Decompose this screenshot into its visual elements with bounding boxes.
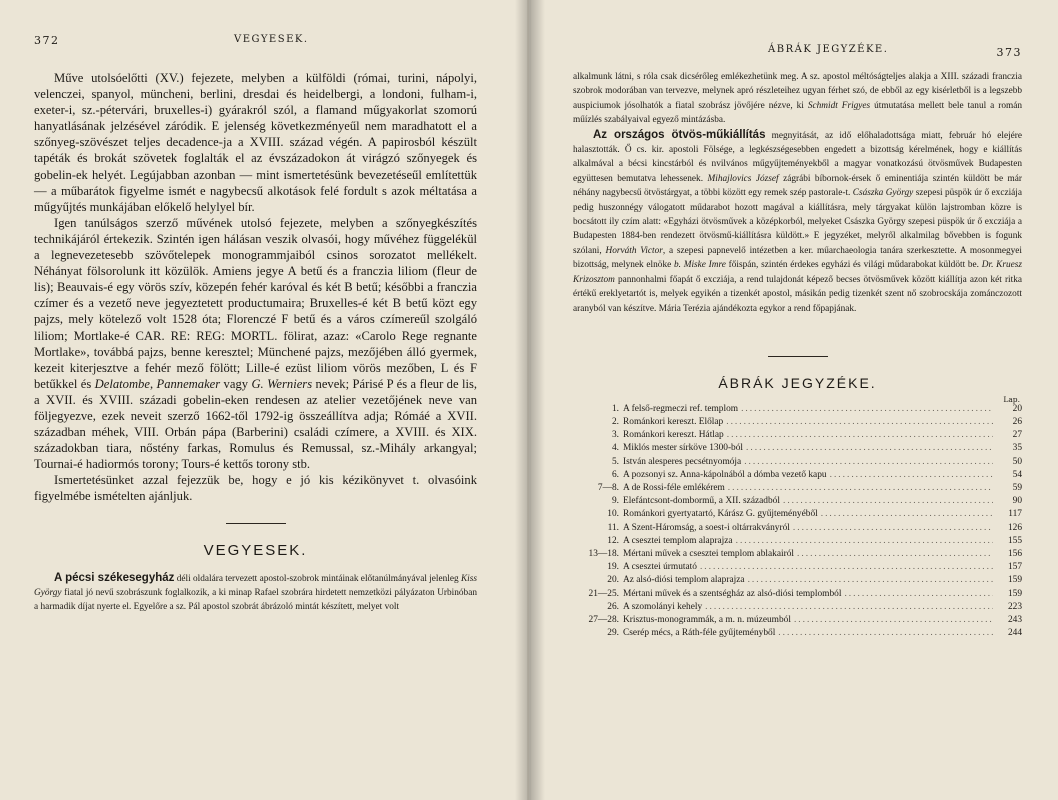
section-text-1: déli oldalára tervezett apostol-szobrok mintáinak előtanúlmányával jelenleg	[174, 573, 461, 584]
toc-entry-leader	[748, 575, 993, 585]
toc-entry	[573, 417, 1022, 430]
toc-entry	[573, 457, 1022, 470]
toc-entry-page: 243	[1007, 614, 1022, 625]
italic-name-delatombe: Delatombe	[94, 376, 150, 391]
toc-entry-page: 20	[1012, 403, 1022, 414]
left-page	[0, 0, 527, 800]
toc-entry-leader	[741, 404, 993, 414]
toc-entry-leader	[783, 496, 993, 506]
toc-entry-leader	[794, 615, 993, 625]
toc-entry-leader	[778, 628, 993, 638]
toc-entry-page: 157	[1007, 562, 1022, 573]
right-p2-name-1: Mihajlovics József	[707, 173, 779, 184]
toc-entry-page: 35	[1012, 443, 1022, 454]
right-p2-text-6: pannonhalmi főapát ő excziája, a rend tulajdonát képező becses ötvösművek között kiállítja azon két ritka értékű ereklyetartót is, melyek egyikén a tizenkét apostol, másikán pedig tizenkét szent nő szobrocskája zománczozott aranyból van készítve. Mária Terézia ajándékozta egykor a rend főpapjának.	[573, 274, 1022, 314]
right-p1-text-1: alkalmunk látni, s róla csak dicsérőleg emlékezhetünk meg. A sz. apostol méltóságteljes alakja a XIII. századi franczia szobrok modorában van tervezve, melynek apró részleteihez ugyan férhet szó, de ebből az egy kisérletből is a legszebb auspiciumok jósolhatók a fiatal szobrász jövőjére nézve, ki	[573, 72, 1022, 111]
toc-entry-number: 19.	[607, 562, 619, 573]
right-p2-name-5: Dr. Kruesz Krizosztom	[573, 260, 1023, 285]
toc-entry-number: 26.	[607, 601, 619, 612]
section-paragraph	[34, 571, 477, 615]
toc-entry-leader	[705, 602, 993, 612]
toc-entry-label: A felső-regmeczi ref. templom	[623, 403, 739, 414]
toc-entry-leader	[830, 470, 993, 480]
section-name: Kiss György	[34, 573, 478, 598]
toc-entry-leader	[797, 549, 993, 559]
toc-entry-page: 155	[1007, 535, 1022, 546]
italic-name-pannemaker: Pannemaker	[156, 376, 221, 391]
toc-entry-label: A pozsonyi sz. Anna-kápolnából a dómba vezető kapu	[623, 469, 827, 480]
right-p2-text-2: zágrábi bíbornok-érsek ő eminentiája szintén küldött be már néhány nagybecsű ötvöstárgyat, a többi között egy remek szép pastorale-t.	[573, 173, 1022, 199]
toc-entry-label: István alesperes pecsétnyomója	[623, 456, 742, 467]
toc-entry-leader	[746, 443, 993, 453]
toc-entry-page: 159	[1007, 588, 1022, 599]
toc-entry	[573, 523, 1022, 536]
toc-entry-page: 90	[1012, 496, 1022, 507]
toc-entry-number: 1.	[611, 403, 619, 414]
toc-entry	[573, 562, 1022, 575]
right-p2-name-2: Császka György	[852, 188, 914, 199]
book-gutter-shadow	[515, 0, 545, 800]
right-paragraph-2	[573, 128, 1022, 316]
right-p1-text-2: útmutatása mellett bele tanul a román műízlés szabályaival egyező mintázásba.	[573, 100, 1022, 126]
right-p2-name-4: b. Miske Imre	[673, 260, 726, 271]
right-p2-text-1: megnyitását, az idő előhaladottsága miatt, február hó elejére halasztották. Ő cs. kir. apostoli Fölsége, a legkészségesebben engedett a bizottság kérelmének, hogy e kiállítás alkalmával a bécsi kincstárból és nvilvános műgyűjteményekből a magyar vonatkozású ötvösművek Budapesten együttesen bemutatva lehessenek.	[573, 130, 1023, 184]
toc-entry-leader	[727, 430, 993, 440]
toc-entry-number: 13—18.	[588, 548, 619, 559]
toc-entry	[573, 483, 1022, 496]
toc-entry-page: 26	[1012, 417, 1022, 428]
toc-entry-label: Mértani művek és a szentségház az alsó-diósi templomból	[623, 588, 842, 599]
toc-lap-label: Lap.	[1003, 394, 1020, 404]
section-lead: A pécsi székesegyház	[54, 571, 175, 584]
toc-list	[573, 404, 1022, 641]
right-p2-name-3: Horváth Victor	[605, 245, 663, 256]
toc-entry-leader	[728, 483, 993, 493]
toc-entry-number: 27—28.	[588, 614, 619, 625]
toc-entry-page: 59	[1012, 483, 1022, 494]
toc-entry-number: 2.	[611, 417, 619, 428]
toc-entry-number: 6.	[611, 469, 619, 480]
left-running-title: VEGYESEK.	[234, 34, 309, 45]
toc-entry-page: 117	[1008, 509, 1022, 520]
toc-entry-label: Románkori kereszt. Hátlap	[623, 430, 724, 441]
toc-entry-number: 7—8.	[597, 483, 619, 494]
toc-title: ÁBRÁK JEGYZÉKE.	[718, 374, 877, 391]
toc-entry-page: 156	[1007, 548, 1022, 559]
right-p2-text-5: főispán, szintén érdekes egyházi és világi műdarabokat küldött be.	[725, 260, 982, 271]
toc-entry-label: A csesztei templom alaprajza	[623, 535, 733, 546]
toc-entry-leader	[844, 589, 993, 599]
left-page-number: 372	[34, 34, 60, 47]
right-paragraph-1	[573, 70, 1022, 128]
toc-entry-label: Cserép mécs, a Ráth-féle gyűjteményből	[623, 628, 776, 639]
toc-entry	[573, 404, 1022, 417]
toc-entry	[573, 589, 1022, 602]
toc-entry-number: 3.	[611, 430, 619, 441]
toc-entry	[573, 549, 1022, 562]
toc-entry-label: Románkori gyertyatartó, Kárász G. gyűjteményéből	[623, 509, 818, 520]
right-p2-text-3: szepesi püspök úr ő excziája pedig huszonnégy válogatott műdarabot hozott magával a kiállításra, mely tárgyakat külön lajstromban közre is bocsátott ily czím alatt: «Egyházi ötvösművek a középkorból, melyeket Császka György szepesi püspök úr ő excziája a Budapesten 1884-ben rendezett ötvösmű-kiállításra küldött.» E jegyzéket, melyről alkalmilag bővebben is fogunk szólani,	[573, 188, 1022, 256]
toc-entry-leader	[736, 536, 993, 546]
right-page	[529, 0, 1058, 800]
left-running-head	[34, 34, 477, 50]
toc-entry-label: Miklós mester sírköve 1300-ból	[623, 443, 744, 454]
italic-name-werniers: G. Werniers	[251, 376, 313, 391]
right-running-head	[573, 44, 1022, 60]
toc-entry-page: 27	[1012, 430, 1022, 441]
toc-entry-number: 29.	[607, 628, 619, 639]
toc-entry	[573, 628, 1022, 641]
toc-entry-page: 159	[1007, 575, 1022, 586]
toc-entry-page: 54	[1012, 469, 1022, 480]
toc-entry-leader	[821, 509, 993, 519]
section-title-vegyesek: VEGYESEK.	[203, 541, 308, 559]
toc-entry	[573, 443, 1022, 456]
toc-entry	[573, 509, 1022, 522]
toc-entry-leader	[726, 417, 993, 427]
right-p1-name: Schmidt Frigyes	[807, 100, 871, 111]
toc-entry-label: A szomolányi kehely	[623, 601, 703, 612]
italic-joiner-comma: ,	[149, 376, 157, 391]
toc-entry	[573, 496, 1022, 509]
toc-entry	[573, 615, 1022, 628]
toc-entry-number: 21—25.	[588, 588, 619, 599]
toc-entry-number: 4.	[611, 443, 619, 454]
left-paragraph-2-continued: nevek; Párisé P és a fleur de lis, a XVII. és XVIII. századi gobelin-eken rendesen az atelier vezetőjének neve van följegyezve, ezek neveit szerző 1662-től 1792-ig összeállítva adja; Rómáé a XVII. században méhek, VIII. Orbán pápa (Barberini) családi czímere, a XVIII. és XIX. századokban tiara, nőstény farkas, Romulus és Remussal, sz.-Mihály arkangyal; Tournai-é hadiormós torony; Tours-é kettős torony stb.	[34, 376, 478, 472]
toc-entry-number: 12.	[607, 535, 619, 546]
toc-entry-number: 11.	[607, 522, 619, 533]
left-paragraph-1: Műve utolsóelőtti (XV.) fejezete, melyben a külföldi (római, turini, nápolyi, velenczei, spanyol, müncheni, berlini, dresdai és heidelbergi, a londoni, fulham-i, exeter-i, sz.-pétervári, bruxelles-i) gyárakról szól, a flamand műgyakorlat szomorú hanyatlásának jelzésével záródik. E jelenség következményeűl nem maradhatott el a szőnyeg-szövészet teljes decadence-ja a XVIII. század végén. A papirosból készült tapéták és brokát szövetek foglalták el az évszázadokon át virágzó szőnyegek és gobelin-ek helyét. Legújabban azonban — mint ismertetésünk bevezetéseűl említettük — a műbarátok figyelme ismét e nagybecsű alkotások felé fordult s azok méltatása a műgyűjtés munkájában előkelő helylyel bír.	[34, 71, 477, 214]
right-p2-lead: Az országos ötvös-műkiállítás	[593, 128, 766, 141]
toc-entry-label: Mértani művek a csesztei templom ablakairól	[623, 548, 795, 559]
section-divider	[226, 523, 286, 524]
section-text-2: fiatal jó nevű szobrászunk foglalkozik, a ki minap Rafael szobrára hirdetett nemzetközi pályázaton Urbinóban a harmadik díjat nyerte el. Egyelőre a sz. Pál apostol szobrát ábrázoló mintát készített, melyet volt	[34, 587, 477, 613]
right-page-number: 373	[996, 46, 1022, 59]
toc-entry-label: Románkori kereszt. Előlap	[623, 417, 724, 428]
toc-entry-number: 9.	[611, 496, 619, 507]
italic-joiner-vagy: vagy	[220, 376, 252, 391]
toc-entry-page: 244	[1007, 628, 1022, 639]
toc-entry-label: A de Rossi-féle emlékérem	[623, 483, 725, 494]
toc-entry-number: 20.	[607, 575, 619, 586]
toc-entry	[573, 602, 1022, 615]
toc-entry	[573, 575, 1022, 588]
toc-entry-label: A csesztei úrmutató	[623, 562, 697, 573]
toc-entry-label: Krisztus-monogrammák, a m. n. múzeumból	[623, 614, 791, 625]
right-p2-text-4: , a szepesi papnevelő intézetben a ker. műarchaeologia tanára szerkesztette. A mosonmegyei bizottság, melynek elnöke	[573, 245, 1023, 271]
left-paragraph-2-text: Igen tanúlságos szerző művének utolsó fejezete, melyben a szőnyegkészítés technikájáról értekezik. Szintén igen hálásan veszik olvasói, hogy művéhez függelékül a legnevezetesebb szövőtelepek monogrammjaiból csinos sorozatot mellékelt. Néhányat fölsorolunk itt közülök. Amiens jegye A betű és a franczia liliom (fleur de lis); Beauvais-é egy vörös szív, közepén fehér karóval és két B betű; későbbi a franczia czímer és a vezető neve jegyeztetett productumaira; Bruxelles-é két B betű közt egy pajzs, mely kötelező volt 1528 óta; Florenczé F betű és a város czímereűl szolgáló liliom; Mortlake-é CAR. RE: REG: MORTL. fölirat, azaz: «Carolo Rege regnante Mortlake», továbbá pajzs, benne keresztel; Münchené pajzs, mezőjében álló gyermek, kezeit kiterjesztve a fehér mező fölött; Lille-é ezüst liliom vörös mezőben, L és F betűkkel és	[34, 215, 477, 391]
toc-entry-page: 50	[1012, 456, 1022, 467]
toc-entry	[573, 470, 1022, 483]
toc-entry-label: Elefántcsont-dombormű, a XII. századból	[623, 496, 780, 507]
toc-entry-page: 126	[1007, 522, 1022, 533]
toc-entry-leader	[744, 457, 993, 467]
left-paragraph-2	[34, 215, 477, 473]
toc-entry	[573, 430, 1022, 443]
toc-entry-leader	[793, 523, 993, 533]
left-paragraph-3: Ismertetésünket azzal fejezzük be, hogy e jó kis kézikönyvet t. olvasóink figyelmébe ismételten ajánljuk.	[34, 473, 477, 504]
toc-entry-number: 5.	[611, 456, 619, 467]
toc-entry-leader	[700, 562, 993, 572]
toc-entry-label: Az alsó-diósi templom alaprajza	[623, 575, 745, 586]
toc-entry-label: A Szent-Háromság, a soest-i oltárrakványról	[623, 522, 790, 533]
toc-entry-page: 223	[1007, 601, 1022, 612]
toc-entry-number: 10.	[607, 509, 619, 520]
right-running-title: ÁBRÁK JEGYZÉKE.	[768, 44, 889, 55]
toc-divider	[768, 356, 828, 357]
toc-entry	[573, 536, 1022, 549]
